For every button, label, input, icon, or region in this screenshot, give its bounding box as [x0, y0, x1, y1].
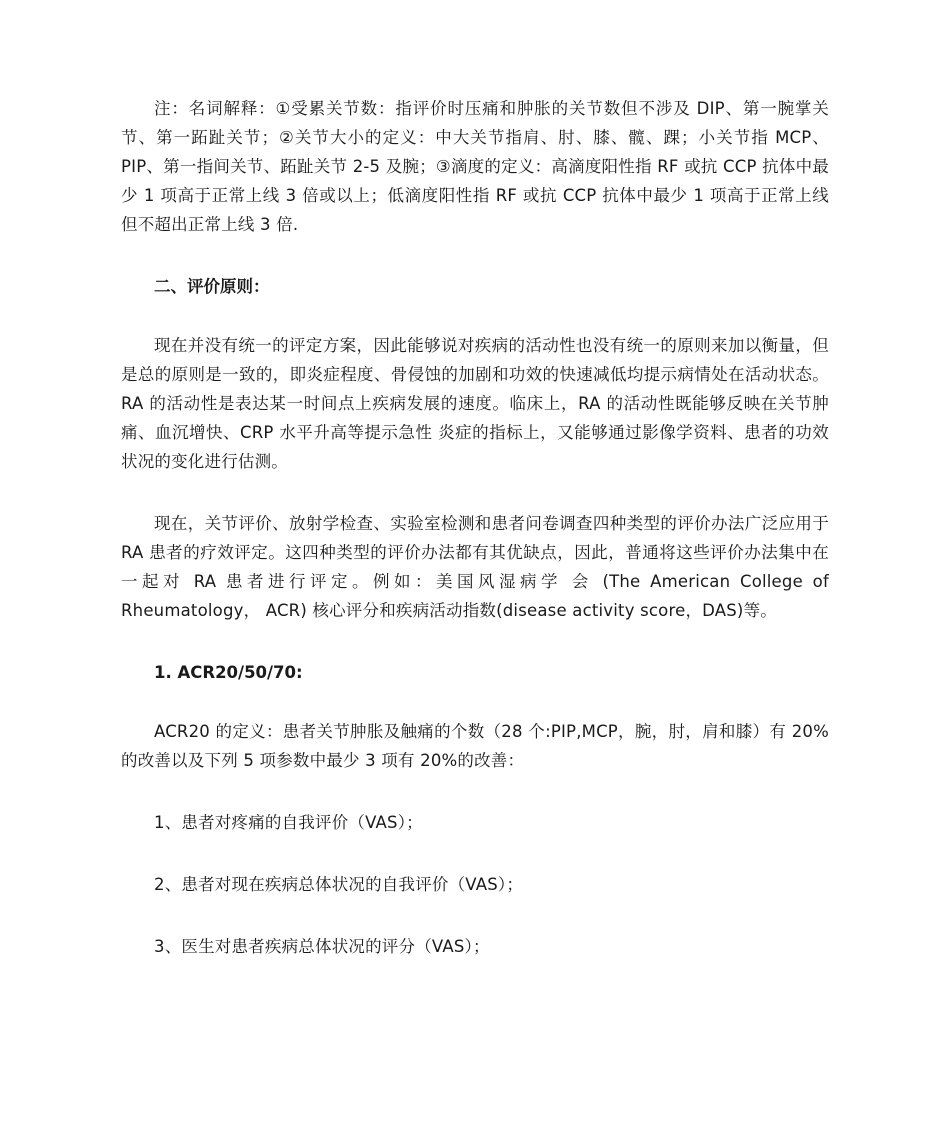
body-paragraph-activity: 现在并没有统一的评定方案，因此能够说对疾病的活动性也没有统一的原则来加以衡量，但是总的原则是一致的，即炎症程度、骨侵蚀的加剧和功效的快速减低均提示病情处在活动状态。RA 的活动性是表达某一时间点上疾病发展的速度。临床上，RA 的活动性既能够反映在关节肿痛、血沉增快、CRP 水平升高等提示急性 炎症的指标上，又能够通过影像学资料、患者的功效状况的变化进行估测。 — [121, 336, 829, 471]
section-heading: 二、评价原则： — [154, 277, 270, 296]
criteria-item: 1、患者对疼痛的自我评价（VAS）； — [154, 813, 423, 832]
acr20-definition: ACR20 的定义：患者关节肿胀及触痛的个数（28 个:PIP,MCP，腕，肘，肩和膝）有 20%的改善以及下列 5 项参数中最少 3 项有 20%的改善： — [121, 722, 829, 770]
document-page — [121, 94, 829, 961]
note-paragraph: 注：名词解释：①受累关节数：指评价时压痛和肿胀的关节数但不涉及 DIP、第一腕掌关节、第一跖趾关节；②关节大小的定义：中大关节指肩、肘、膝、髋、踝；小关节指 MCP、PIP、第一指间关节、跖趾关节 2-5 及腕；③滴度的定义：高滴度阳性指 RF 或抗 CCP 抗体中最少 1 项高于正常上线 3 倍或以上；低滴度阳性指 RF 或抗 CCP 抗体中最少 1 项高于正常上线但不超出正常上线 3 倍. — [121, 99, 829, 234]
body-paragraph-methods: 现在，关节评价、放射学检查、实验室检测和患者问卷调查四种类型的评价办法广泛应用于 RA 患者的疗效评定。这四种类型的评价办法都有其优缺点，因此，普通将这些评价办法集中在一起对 RA 患者进行评定。例如：美国风湿病学 会 (The American College of Rheumatology， ACR) 核心评分和疾病活动指数(disease activity score，DAS)等。 — [121, 514, 829, 620]
criteria-item: 3、医生对患者疾病总体状况的评分（VAS）； — [154, 937, 490, 956]
criteria-item: 2、患者对现在疾病总体状况的自我评价（VAS）； — [154, 875, 524, 894]
subheading-acr: 1. ACR20/50/70: — [154, 663, 303, 682]
